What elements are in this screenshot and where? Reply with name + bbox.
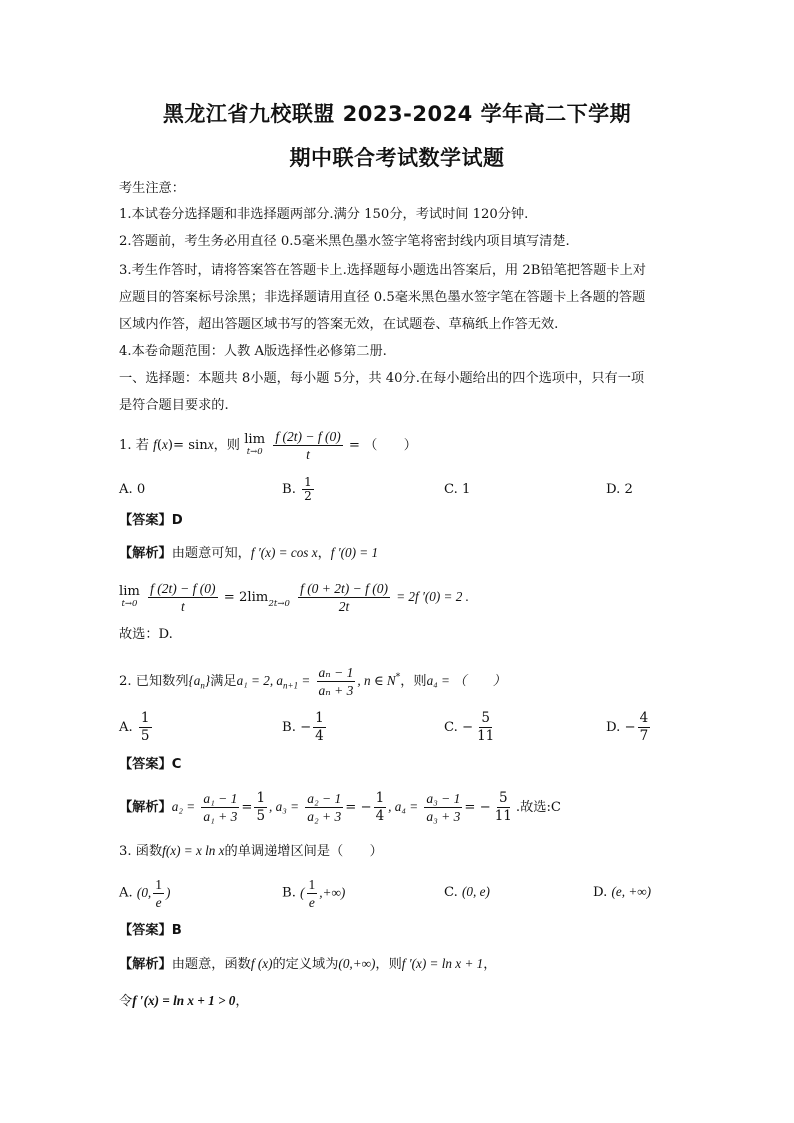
q2-analysis [119, 790, 561, 825]
q1-prefix: 1. 若 [119, 438, 149, 453]
q2-option-d-label: D. [606, 720, 621, 735]
q3-ineq: f ′(x) = ln x + 1 > 0 [132, 993, 236, 1008]
q1-derivation: lim t→0 $\frac{f (2t) - f (0)}{t}$ = 2lim 2t→0 $\frac{f (0 + 2t) - f (0)}{2t}$ = 2f ′(0) = 2 . [119, 581, 469, 614]
notice-item-4: 4.本卷命题范围：人教 A版选择性必修第二册. [119, 344, 387, 359]
q2-option-c [444, 710, 498, 745]
q3-opt-a-num: 1 [155, 877, 162, 892]
q2-domain: , n ∈ N [357, 673, 396, 688]
q2-option-b-label: B. [282, 720, 296, 735]
q2-option-a-label: A. [119, 720, 133, 735]
q3-suffix: 的单调递增区间是（ ） [224, 844, 383, 859]
q2-then: ，则 [400, 674, 427, 689]
q3-option-d-label: D. [593, 885, 608, 900]
q2-star: * [395, 672, 401, 683]
q1-option-b [282, 476, 316, 503]
q2-opt-b-den: 4 [315, 728, 324, 744]
q3-option-a-label: A. [119, 885, 133, 901]
q1-lim: lim [244, 431, 266, 447]
q1-sep: ， [317, 546, 331, 561]
q3-opt-a-pre: (0, [136, 884, 152, 900]
q1-lim-sub: t→0 [246, 446, 263, 457]
q3-option-b-label: B. [282, 885, 296, 901]
q2-cond-sub: n+1 [283, 680, 299, 691]
q1-conclusion: 故选：D. [119, 627, 173, 642]
q2-prefix: 2. 已知数列 [119, 674, 189, 689]
q1-fraction-num: f (2t) − f (0) [275, 429, 341, 444]
q2-r1-num: 1 [256, 790, 266, 806]
q3-analysis-label: 【解析】 [119, 957, 172, 972]
q3-opt-c-value: (0, e) [462, 884, 490, 899]
q2-opt-d-sign: − [624, 720, 636, 735]
q2-a3: , a₃ = [269, 799, 300, 814]
q3-opt-b-den: e [308, 895, 315, 910]
q2-cond-eq: = [298, 673, 311, 688]
q3-domain: (0,+∞) [338, 956, 376, 971]
q2-opt-b-sign: − [300, 720, 312, 735]
q2-opt-d-num: 4 [639, 710, 649, 726]
q1-fraction [273, 428, 342, 463]
q2-seq: {a [188, 673, 201, 688]
q3-ineq-tail: ， [235, 994, 249, 1009]
q2-option-b [282, 710, 328, 745]
q1-tail: = （ ） [348, 438, 417, 453]
notice-item-2: 2.答题前，考生务必用直径 0.5毫米黑色墨水签字笔将密封线内项目填写清楚. [119, 234, 570, 249]
q3-option-b [282, 876, 345, 911]
question-2 [119, 664, 506, 699]
q2-den: aₙ + 3 [318, 683, 354, 698]
q2-r1-den: 5 [256, 808, 266, 824]
q2-f3-num: a₃ − 1 [426, 791, 461, 806]
q2-seq-close: } [204, 673, 211, 688]
q3-analysis-1: 由题意，函数 [171, 957, 251, 972]
q2-answer: 【答案】C [119, 757, 182, 772]
q2-r3-den: 11 [494, 808, 512, 824]
notice-item-3b: 应题目的答案标号涂黑；非选择题请用直径 0.5毫米黑色墨水签字笔在答题卡上各题的答题 [119, 290, 646, 305]
q1-option-a: A. 0 [119, 482, 146, 497]
notice-item-3c: 区域内作答，超出答题区域书写的答案无效，在试题卷、草稿纸上作答无效. [119, 317, 559, 332]
q2-r2-den: 4 [375, 808, 385, 824]
q2-analysis-label: 【解析】 [119, 800, 172, 815]
q1-d-lim-sub: t→0 [121, 598, 138, 609]
q2-opt-c-den: 11 [477, 728, 495, 744]
q1-analysis-label: 【解析】 [119, 546, 172, 561]
q3-opt-d-value: (e, +∞) [611, 884, 652, 899]
q2-opt-a-den: 5 [140, 728, 150, 744]
q3-option-d [593, 884, 651, 900]
q2-a2: a₂ = [171, 799, 196, 814]
q2-option-d [606, 710, 652, 745]
q1-d-num1: f (2t) − f (0) [150, 581, 216, 596]
q2-cond: a₁ = 2, a [236, 673, 284, 688]
q3-opt-b-post: ,+∞) [319, 884, 346, 900]
document-title-line2: 期中联合考试数学试题 [289, 146, 505, 170]
q1-d-den2: 2t [338, 599, 350, 614]
q1-analysis-text: 由题意可知， [171, 546, 251, 561]
q3-func: f(x) = x ln x [162, 843, 225, 858]
q3-opt-b-pre: ( [300, 884, 305, 900]
notice-item-3a: 3.考生作答时，请将答案答在答题卡上.选择题每小题选出答案后，用 2B铅笔把答题卡上对 [119, 263, 646, 278]
q3-let: 令 [119, 994, 133, 1009]
q2-option-a [119, 710, 154, 745]
q2-a4: a₄ = （ ） [426, 673, 506, 688]
q1-deriv1: f ′(x) = cos x [250, 545, 318, 560]
q2-r3-num: 5 [499, 790, 508, 806]
q1-option-b-den: 2 [304, 489, 312, 503]
notice-header: 考生注意： [119, 181, 185, 196]
q1-eq: = sin [173, 438, 208, 453]
q1-option-c: C. 1 [444, 482, 471, 497]
q1-d-den1: t [180, 599, 185, 614]
question-3 [119, 842, 383, 861]
q2-option-c-label: C. [444, 720, 458, 735]
q3-option-a [119, 876, 170, 911]
q2-f2-den: a₂ + 3 [307, 809, 342, 824]
q2-seq-sub: n [200, 680, 205, 691]
question-1: 1. 若 f(x)= sinx，则 lim t→0 $\frac{f (2t) - f (0)}{t}$ = （ ） [119, 429, 417, 462]
q1-analysis [119, 544, 378, 563]
q1-option-d: D. 2 [606, 482, 633, 497]
q1-d-mid: = 2lim [223, 590, 269, 605]
q2-eq1: = [241, 800, 253, 815]
q2-opt-a-num: 1 [140, 710, 150, 726]
q3-inequality [119, 992, 249, 1011]
q1-option-b-num: 1 [304, 475, 312, 489]
q3-option-c [444, 884, 490, 900]
q2-num: aₙ − 1 [318, 665, 354, 680]
q2-f2-num: a₂ − 1 [307, 791, 342, 806]
q3-analysis-4: ， [483, 957, 497, 972]
q1-d-tail: = 2f ′(0) = 2 . [396, 589, 469, 604]
q1-d-lim-sub2: 2t→0 [268, 598, 290, 609]
q2-f1-den: a₁ + 3 [203, 809, 238, 824]
q3-analysis-3: ，则 [375, 957, 402, 972]
q1-fraction-den: t [306, 447, 310, 462]
q3-analysis [119, 955, 496, 974]
q1-d-num2: f (0 + 2t) − f (0) [300, 581, 389, 596]
q2-eq3: = − [464, 800, 491, 815]
q2-eq2: = − [345, 800, 372, 815]
section-heading-a: 一、选择题：本题共 8小题，每小题 5分，共 40分.在每小题给出的四个选项中，只有一项 [119, 371, 645, 386]
q1-deriv2: f ′(0) = 1 [330, 545, 379, 560]
q3-deriv: f ′(x) = ln x + 1 [401, 956, 484, 971]
q3-answer: 【答案】B [119, 923, 182, 938]
q3-prefix: 3. 函数 [119, 844, 163, 859]
q2-satisfy: 满足 [210, 674, 237, 689]
q3-fx: f (x) [250, 956, 273, 971]
document-title-line1: 黑龙江省九校联盟 2023-2024 学年高二下学期 [162, 102, 632, 126]
q1-option-b-label: B. [282, 482, 296, 497]
q3-opt-a-den: e [155, 895, 162, 910]
q1-then: ，则 [213, 438, 240, 453]
q2-f1-num: a₁ − 1 [203, 791, 238, 806]
q2-tail: .故选:C [515, 800, 561, 815]
q1-answer: 【答案】D [119, 513, 183, 528]
q2-opt-d-den: 7 [639, 728, 649, 744]
q2-a4b: , a₄ = [388, 799, 419, 814]
q3-analysis-2: 的定义域为 [272, 957, 339, 972]
q2-f3-den: a₃ + 3 [426, 809, 461, 824]
q2-opt-c-sign: − [462, 720, 474, 735]
q3-opt-a-post: ) [165, 884, 171, 900]
q3-option-c-label: C. [444, 885, 458, 900]
section-heading-b: 是符合题目要求的. [119, 398, 229, 413]
q2-r2-num: 1 [375, 790, 385, 806]
q2-opt-b-num: 1 [315, 710, 324, 726]
q3-opt-b-num: 1 [308, 877, 316, 892]
q2-opt-c-num: 5 [481, 710, 490, 726]
notice-item-1: 1.本试卷分选择题和非选择题两部分.满分 150分，考试时间 120分钟. [119, 207, 529, 222]
